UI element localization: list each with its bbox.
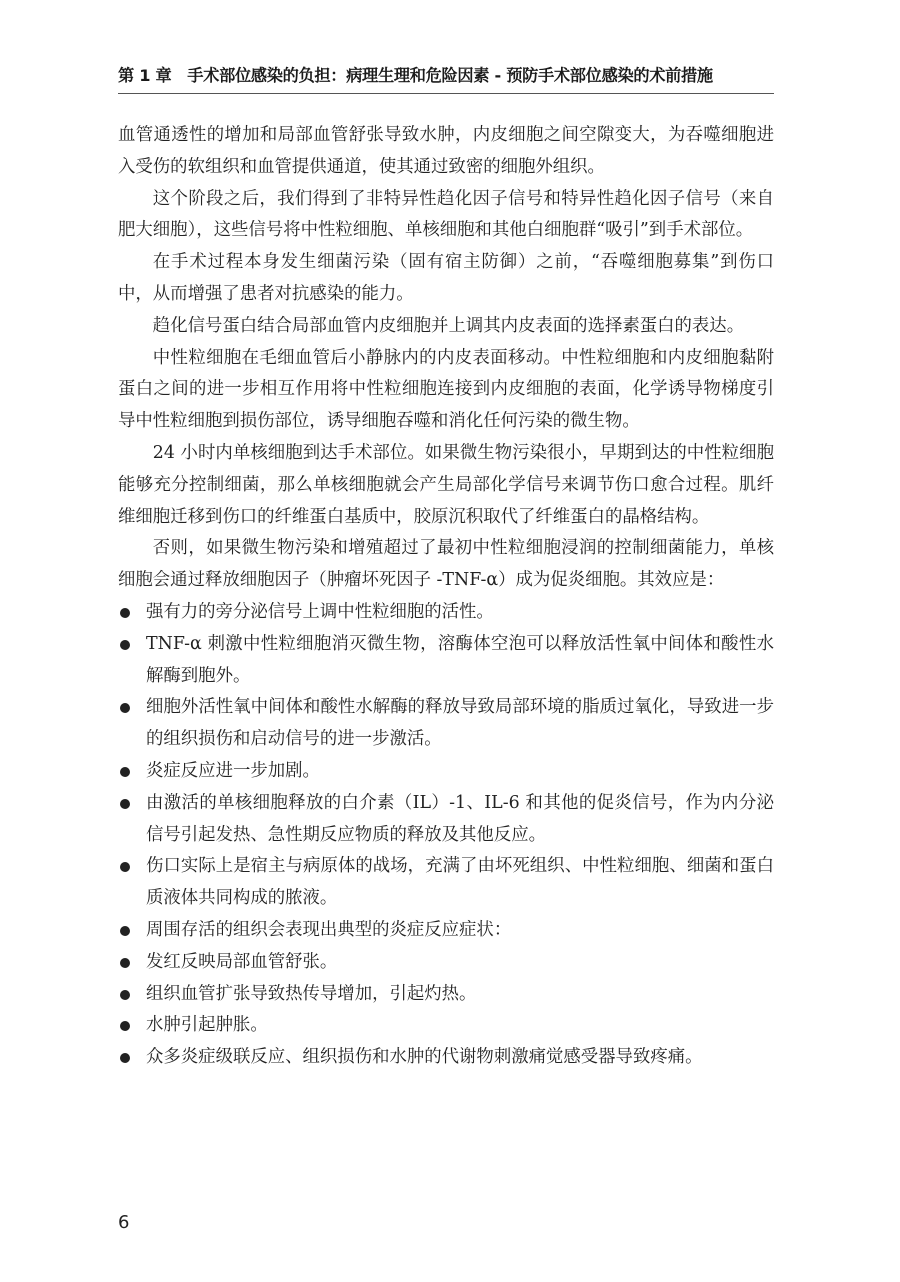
paragraph-3: 在手术过程本身发生细菌污染（固有宿主防御）之前，“吞噬细胞募集”到伤口中，从而增强了患者对抗感染的能力。: [118, 252, 774, 304]
list-item: [118, 1042, 774, 1074]
bullet-icon: [120, 640, 130, 650]
paragraph-7: 否则，如果微生物污染和增殖超过了最初中性粒细胞浸润的控制细菌能力，单核细胞会通过释放细胞因子（肿瘤坏死因子 -TNF-α）成为促炎细胞。其效应是：: [118, 538, 774, 591]
list-item: [118, 692, 774, 756]
bullet-icon: [120, 767, 130, 777]
list-item: [118, 851, 774, 915]
bullet-icon: [120, 990, 130, 1000]
list-item-text: 组织血管扩张导致热传导增加，引起灼热。: [146, 983, 477, 1004]
list-item-text: TNF-α 刺激中性粒细胞消灭微生物，溶酶体空泡可以释放活性氧中间体和酸性水解酶到胞外。: [146, 633, 774, 686]
page-number: 6: [118, 1212, 130, 1233]
list-item: [118, 597, 774, 629]
body-text: [118, 120, 774, 1074]
paragraph-5: 中性粒细胞在毛细血管后小静脉内的内皮表面移动。中性粒细胞和内皮细胞黏附蛋白之间的进一步相互作用将中性粒细胞连接到内皮细胞的表面，化学诱导物梯度引导中性粒细胞到损伤部位，诱导细胞吞噬和消化任何污染的微生物。: [118, 347, 774, 432]
paragraph-2: 这个阶段之后，我们得到了非特异性趋化因子信号和特异性趋化因子信号（来自肥大细胞），这些信号将中性粒细胞、单核细胞和其他白细胞群“吸引”到手术部位。: [118, 188, 774, 241]
list-item-text: 由激活的单核细胞释放的白介素（IL）-1、IL-6 和其他的促炎信号，作为内分泌信号引起发热、急性期反应物质的释放及其他反应。: [146, 792, 774, 845]
bullet-icon: [120, 1021, 130, 1031]
bullet-icon: [120, 608, 130, 618]
list-item: [118, 1010, 774, 1042]
bullet-icon: [120, 926, 130, 936]
list-item: [118, 629, 774, 693]
list-item-text: 发红反映局部血管舒张。: [146, 951, 338, 972]
paragraph-1: 血管通透性的增加和局部血管舒张导致水肿，内皮细胞之间空隙变大，为吞噬细胞进入受伤的软组织和血管提供通道，使其通过致密的细胞外组织。: [118, 125, 774, 177]
list-item-text: 炎症反应进一步加剧。: [146, 760, 320, 781]
list-item-text: 周围存活的组织会表现出典型的炎症反应症状：: [146, 919, 512, 940]
bullet-icon: [120, 958, 130, 968]
list-item-text: 众多炎症级联反应、组织损伤和水肿的代谢物刺激痛觉感受器导致疼痛。: [146, 1047, 703, 1068]
list-item: [118, 915, 774, 947]
header-rule: [118, 93, 774, 94]
list-item: [118, 788, 774, 852]
effects-list: [118, 597, 774, 1074]
paragraph-6: 24 小时内单核细胞到达手术部位。如果微生物污染很小，早期到达的中性粒细胞能够充分控制细菌，那么单核细胞就会产生局部化学信号来调节伤口愈合过程。肌纤维细胞迁移到伤口的纤维蛋白基质中，胶原沉积取代了纤维蛋白的晶格结构。: [118, 442, 774, 527]
list-item-text: 强有力的旁分泌信号上调中性粒细胞的活性。: [146, 601, 494, 622]
running-header: 第 1 章 手术部位感染的负担：病理生理和危险因素 - 预防手术部位感染的术前措施: [118, 66, 713, 85]
list-item-text: 细胞外活性氧中间体和酸性水解酶的释放导致局部环境的脂质过氧化，导致进一步的组织损伤和启动信号的进一步激活。: [146, 697, 774, 750]
list-item: [118, 756, 774, 788]
list-item: [118, 979, 774, 1011]
list-item-text: 伤口实际上是宿主与病原体的战场，充满了由坏死组织、中性粒细胞、细菌和蛋白质液体共同构成的脓液。: [146, 856, 774, 909]
list-item-text: 水肿引起肿胀。: [146, 1015, 268, 1036]
paragraph-4: 趋化信号蛋白结合局部血管内皮细胞并上调其内皮表面的选择素蛋白的表达。: [152, 315, 745, 336]
bullet-icon: [120, 862, 130, 872]
bullet-icon: [120, 703, 130, 713]
bullet-icon: [120, 799, 130, 809]
bullet-icon: [120, 1053, 130, 1063]
list-item: [118, 947, 774, 979]
